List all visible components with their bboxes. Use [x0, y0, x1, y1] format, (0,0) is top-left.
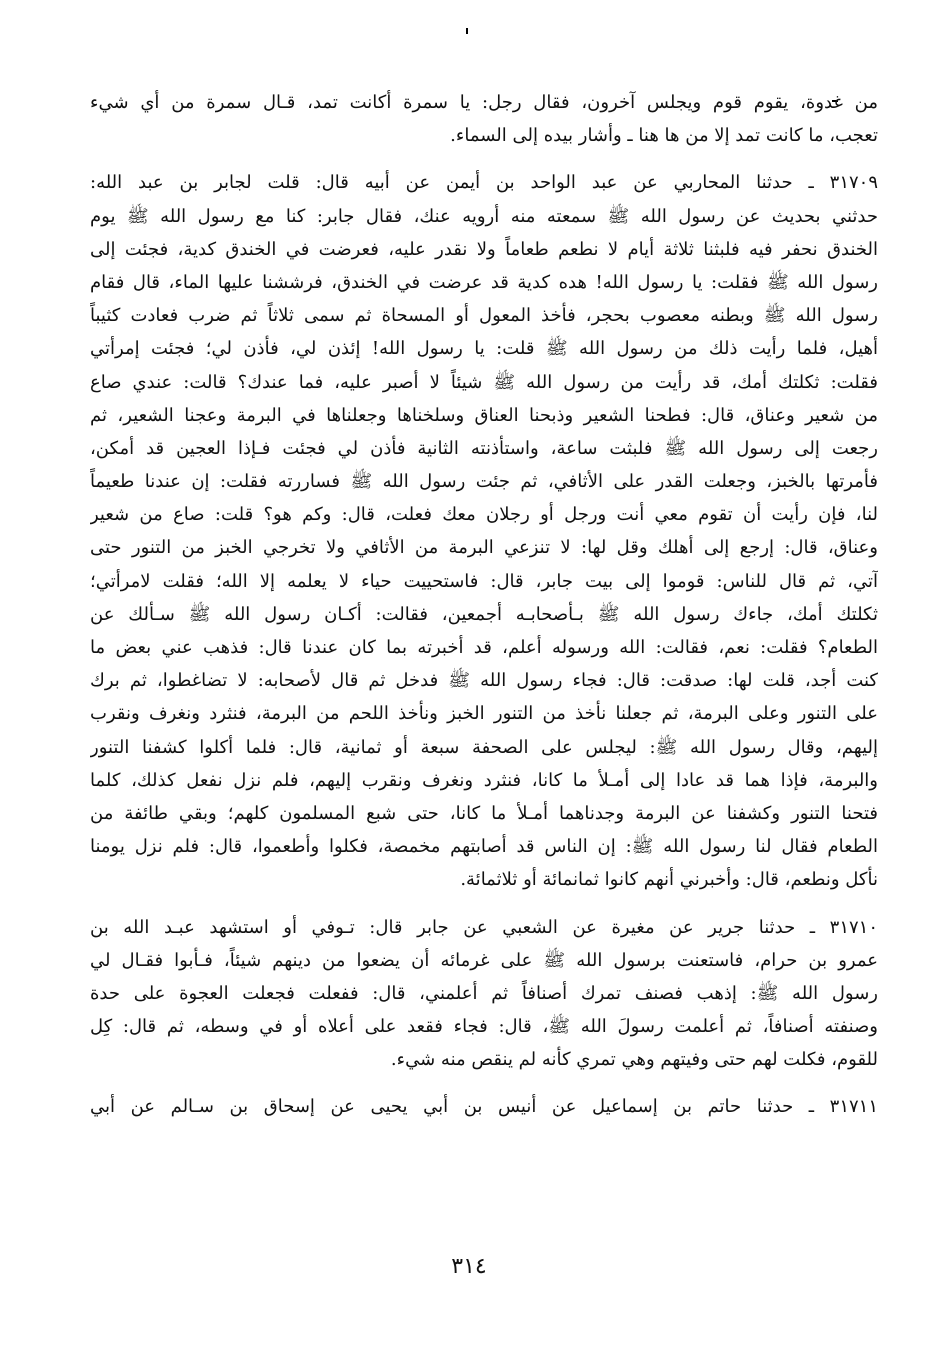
text-line: والبرمة، فإذا هما قد عادا إلى أمـلأ ما كانا، فنثرد ونغرف ونقرب إليهم، فلم نزل نفعل كذلك، كلما [90, 769, 878, 791]
text-line: عمرو بن حرام، فاستعنت برسول الله ﷺ على غرمائه أن يضعوا من دينهم شيئاً، فـأبوا فقـال لي [90, 949, 878, 971]
text-line: فأمرتها بالخبز، وجعلت القدر على الأثافي، ثم جئت رسول الله ﷺ فساررته فقلت: إن عندنا طعيماً [90, 471, 878, 493]
text-line: من غدوة، يقوم قوم ويجلس آخرون، فقال رجل: يا سمرة أكانت تمد، قـال سمرة من أي شيء [90, 92, 878, 113]
text-line: الطعام؟ فقلت: نعم، فقالت: الله ورسوله أعلم، قد أخبرته بما كان عندنا قال: فذهب عني بعض ما [90, 637, 878, 658]
text-line: رسول الله ﷺ وبطنه معصوب بحجر، فأخذ المعول أو المسحاة ثم سمى ثلاثاً ثم ضرب فعادت كثيباً [90, 305, 878, 327]
paragraph-hadith-31710 [90, 911, 878, 1077]
text-line: رسول الله ﷺ فقلت: يا رسول الله! هده كدية قد عرضت في الخندق، فرششنا عليها الماء، قال فقام [90, 271, 878, 293]
text-line: ٣١٧١١ ـ حدثنا حاتم بن إسماعيل عن أنيس بن أبي يحيى عن إسحاق بن سـالم عن أبي [90, 1096, 878, 1118]
text-line: الطعام فقال لنا رسول الله ﷺ: إن الناس قد أصابتهم مخمصة، فكلوا وأطعموا، قال: فلم نزل يومنا [90, 836, 878, 858]
text-line: أهيل، فلما رأيت ذلك من رسول الله ﷺ قلت: يا رسول الله! إئذن لي، فأذن لي؛ فجئت إمرأتي [90, 338, 878, 360]
page-body [90, 86, 878, 1286]
text-line: آتي، ثم قال للناس: قوموا إلى بيت جابر، قال: فاستحييت حياء لا يعلمه إلا الله؛ فقلت لامرأتي؛ [90, 570, 878, 592]
paragraph-continuation [90, 86, 878, 152]
text-line: ثكلتك أمك، جاءك رسول الله ﷺ بـأصحابـه أجمعين، فقالت: أكـان رسول الله ﷺ سـألك عن [90, 603, 878, 625]
text-line: على التنور وعلى البرمة، ثم جعلنا نأخذ من التنور الخبز ونأخذ اللحم من البرمة، فنثرد ونغرف ونقرب [90, 703, 878, 725]
text-line: رسول الله ﷺ: إذهب فصنف تمرك أصنافاً ثم أعلمني، قال: ففعلت فجعلت العجوة على حدة [90, 982, 878, 1004]
text-line: ٣١٧١٠ ـ حدثنا جرير عن مغيرة عن الشعبي عن جابر قال: تـوفي أو استشهد عبـد الله بن [90, 916, 878, 938]
text-line: من شعير وعناق، قال: فطحنا الشعير وذبحنا العناق وسلخناها وجعلناها في البرمة وعجنا الشعير، ثم [90, 404, 878, 426]
page-number: ٣١٤ [451, 1254, 487, 1279]
text-line: تعجب، ما كانت تمد إلا من ها هنا ـ وأشار بيده إلى السماء. [450, 125, 878, 147]
text-line: ٣١٧٠٩ ـ حدثنا المحاربي عن عبد الواحد بن أيمن عن أبيه قال: قلت لجابر بن عبد الله: [90, 172, 878, 194]
text-line: كنت أجد، قلت لها: صدقت: قال: فجاء رسول الله ﷺ فدخل ثم قال لأصحابه: لا تضاغطوا، ثم برك [90, 670, 878, 692]
text-line: وصنفته أصنافاً، ثم أعلمت رسولَ الله ﷺ، قال: فجاء فقعد على أعلاه أو في وسطه، ثم قال: كِل [90, 1016, 878, 1038]
text-line: للقوم، فكلت لهم حتى وفيتهم وهي تمري كأنه لم ينقص منه شيء. [390, 1049, 878, 1071]
text-line: وعناق، قال: إرجع إلى أهلك وقل لها: لا تنزعي البرمة من الأثافي ولا تخرجي الخبز من التنور حتى [90, 537, 878, 559]
text-line: لنا، فإن رأيت أن تقوم معي أنت ورجل أو رجلان معك فعلت، قال: وكم هو؟ قلت: صاع من شعير [90, 504, 878, 526]
paragraph-gap [90, 897, 878, 911]
paragraph-hadith-31709 [90, 166, 878, 896]
text-line: فقلت: ثكلتك أمك، قد رأيت من رسول الله ﷺ شيئاً لا أصبر عليه، فما عندك؟ قالت: عندي صاع [90, 371, 878, 393]
paragraph-hadith-31711 [90, 1090, 878, 1123]
scan-mark-top [466, 28, 468, 34]
text-line: إليهم، وقال رسول الله ﷺ: ليجلس على الصحفة سبعة أو ثمانية، قال: فلما أكلوا كشفنا التنور [90, 736, 878, 758]
text-line: فتحنا التنور وكشفنا عن البرمة وجدناهما أمـلأ ما كانا، حتى شبع المسلمون كلهم؛ وبقي طائفة من [90, 802, 878, 824]
paragraph-gap [90, 152, 878, 166]
paragraph-gap [90, 1076, 878, 1090]
text-line: نأكل ونطعم، قال: وأخبرني أنهم كانوا ثمانمائة أو ثلاثمائة. [460, 869, 878, 891]
text-line: حدثني بحديث عن رسول الله ﷺ سمعته منه أرويه عنك، فقال جابر: كنا مع رسول الله ﷺ يوم [90, 205, 878, 227]
text-line: الخندق نحفر فيه فلبثنا ثلاثة أيام لا نطعم طعاماً ولا نقدر عليه، فعرضت في الخندق كدية، فجئت إلى [90, 238, 878, 260]
text-line: رجعت إلى رسول الله ﷺ فلبثت ساعة، واستأذنته الثانية فأذن لي فجئت فـإذا العجين قد أمكن، [90, 437, 878, 459]
